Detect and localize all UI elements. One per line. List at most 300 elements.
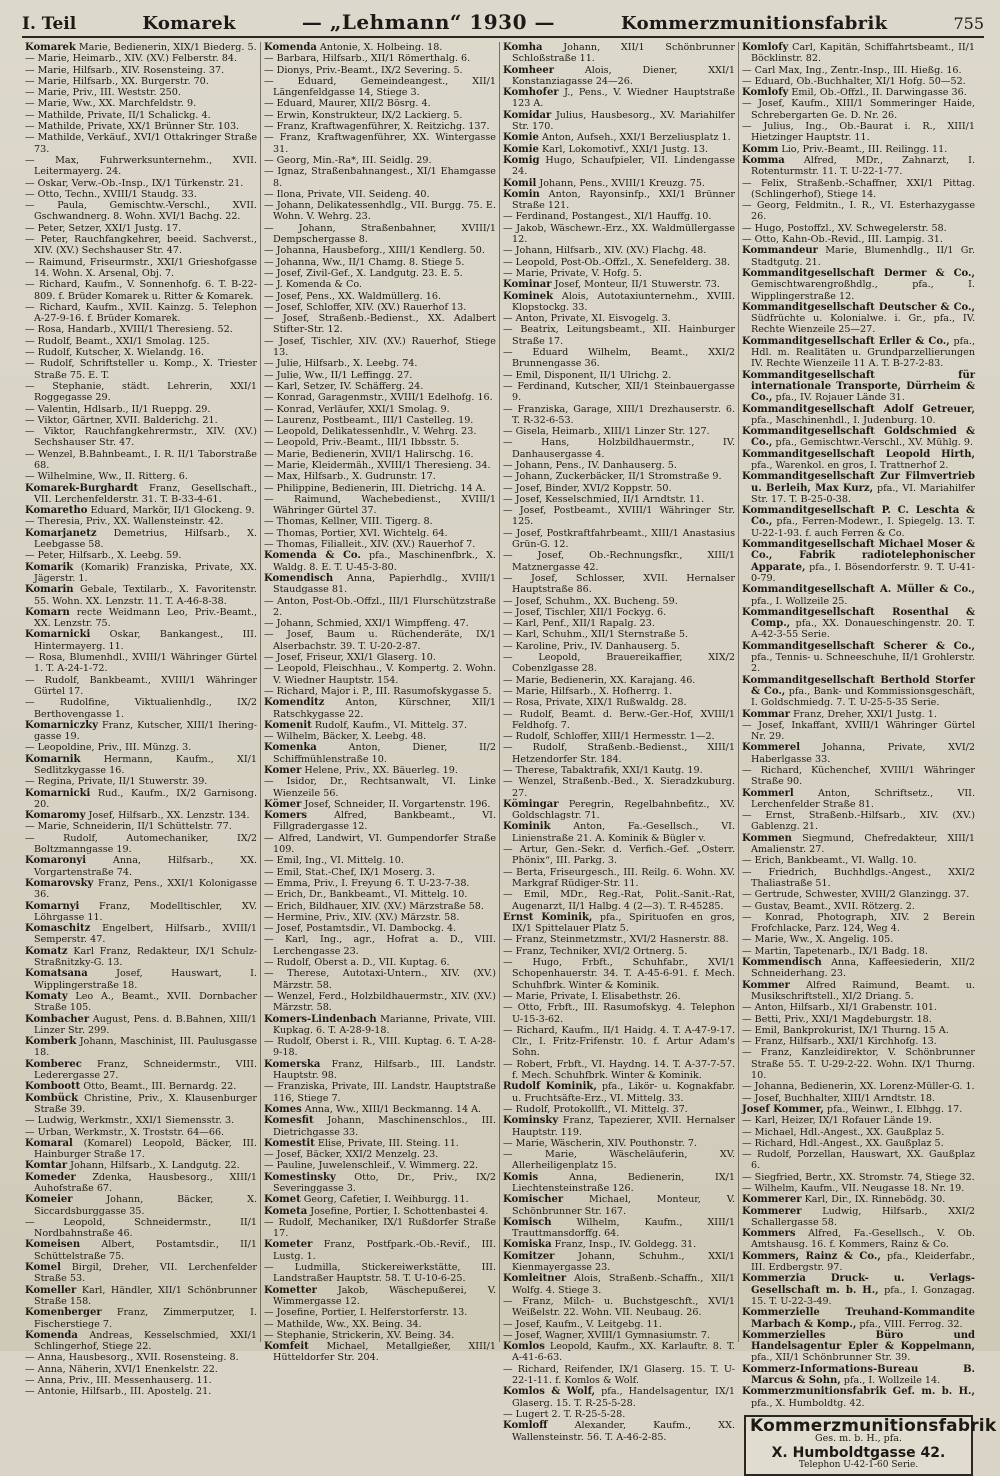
entry-details: — Thomas, Filialleit., XIV. (XV.) Rauerhof 7. xyxy=(264,539,476,551)
entry-surname: Kommanditgesellschaft Dermer & Co., xyxy=(742,267,975,279)
entry-surname: Kommanditgesellschaft Rosenthal & Comp., xyxy=(742,606,975,630)
directory-entry xyxy=(503,132,735,143)
directory-entry xyxy=(742,946,975,957)
entry-details: — Jakob, Wäschewr.-Erz., XX. Waldmüllergasse 12. xyxy=(503,222,735,246)
entry-details: Josef, Schneider, II. Vorgartenstr. 196. xyxy=(301,798,491,810)
entry-details: Anton, Fa.-Gesellsch., VI. Linienstraße 21. A. Kominik & Bügler v. xyxy=(512,821,735,844)
entry-details: Johann, Schuhm., XXI/1 Kienmayergasse 23. xyxy=(512,1250,735,1274)
entry-details: — Richard, Kaufm., II/1 Haidg. 4. T. A-47-9-17. Clr., I. Fritz-Frifenstr. 10. f. Artur Adam's Sohn. xyxy=(503,1024,735,1059)
directory-entry xyxy=(503,867,735,890)
directory-entry xyxy=(264,53,496,64)
entry-details: — Josef, Straßenb.-Bedienst., XX. Adalbert Stifter-Str. 12. xyxy=(264,313,496,336)
directory-entry xyxy=(264,923,496,934)
entry-details: (Komarel) Leopold, Bäcker, III. Hainburger Straße 17. xyxy=(34,1137,257,1161)
entry-details: — Leopoldine, Priv., III. Münzg. 3. xyxy=(25,742,192,754)
entry-surname: Komarek xyxy=(25,42,76,53)
entry-details: — Julius, Ing., Ob.-Baurat i. R., XIII/1 Hietzinger Hauptstr. 11. xyxy=(742,121,975,144)
directory-entry xyxy=(264,686,496,697)
directory-entry xyxy=(264,392,496,403)
directory-entry xyxy=(25,87,257,98)
entry-surname: Kommanditgesellschaft Berthold Storfer & Co., xyxy=(742,674,975,697)
entry-details: — Marie, Ww., XX. Marchfeldstr. 9. xyxy=(25,98,197,110)
directory-entry xyxy=(742,1115,975,1126)
entry-surname: Kommanditgesellschaft Leopold Hirth, xyxy=(742,448,975,460)
entry-details: Anton, Schriftsetz., VII. Lerchenfelder Straße 81. xyxy=(751,787,975,810)
entry-surname: Komesfit xyxy=(264,1115,314,1127)
directory-entry xyxy=(25,968,257,991)
entry-details: Christine, Priv., X. Klausenburger Straße 39. xyxy=(34,1092,257,1115)
entry-details: Franz, Schneidermstr., VIII. Lederergasse 27. xyxy=(34,1058,257,1082)
entry-details: Siegmund, Chefredakteur, XIII/1 Amalienstr. 27. xyxy=(751,832,975,856)
entry-details: Johann, Maschinenschlos., III. Dietrichgasse 33. xyxy=(273,1115,496,1138)
entry-surname: Rudolf Kominik, xyxy=(503,1081,597,1093)
entry-surname: Kommanditgesellschaft Zur Filmvertrieb u. Berleih, Max Kurz, xyxy=(742,471,975,494)
directory-entry xyxy=(25,550,257,561)
entry-surname: Kominek xyxy=(503,290,554,302)
entry-details: — Therese, Tabaktrafik, XXI/1 Kautg. 19. xyxy=(503,765,703,776)
entry-details: — Josef, Friseur, XXI/1 Glaserg. 10. xyxy=(264,652,436,664)
directory-entry xyxy=(264,121,496,132)
entry-details: — Josef, Kesselschmied, II/1 Arndtstr. 11. xyxy=(503,493,705,505)
entry-surname: Komarin xyxy=(25,584,74,596)
directory-entry xyxy=(503,324,735,347)
entry-details: — Ferdinand, Kutscher, XII/1 Steinbauergasse 9. xyxy=(503,380,735,404)
entry-details: — Rudolf, Porzellan, Hauswart, XX. Gaußplaz 6. xyxy=(742,1149,975,1172)
directory-entry xyxy=(25,336,257,347)
entry-details: — Josef, Bäcker, XXI/2 Menzelg. 23. xyxy=(264,1149,439,1161)
entry-details: Franz, Modelltischler, XV. Löhrgasse 11. xyxy=(34,900,257,923)
entry-details: — Richard, Major i. P., III. Rasumofskygasse 5. xyxy=(264,685,492,697)
directory-entry xyxy=(742,268,975,302)
directory-entry xyxy=(503,87,735,110)
entry-details: — Wenzel, Ferd., Holzbildhauermstr., XIV. (XV.) Märzstr. 58. xyxy=(264,990,496,1014)
directory-entry xyxy=(264,528,496,539)
directory-entry xyxy=(25,200,257,223)
directory-entry xyxy=(503,573,735,596)
directory-entry xyxy=(503,505,735,528)
directory-entry xyxy=(264,889,496,900)
directory-entry xyxy=(25,833,257,856)
directory-entry xyxy=(742,404,975,427)
entry-details: — Viktor, Rauchfangkehrermstr., XIV. (XV.) Sechshauser Str. 47. xyxy=(25,426,257,449)
entry-details: — Franz, Steinmetzmstr., XVI/2 Hasnerstr. 88. xyxy=(503,934,729,946)
entry-details: Johanna, Private, XVI/2 Haberlgasse 33. xyxy=(751,742,975,765)
entry-surname: Komha xyxy=(503,42,543,53)
entry-surname: Komaronyi xyxy=(25,855,87,867)
entry-surname: Komes xyxy=(264,1103,302,1115)
entry-details: — Richard, Küchenchef, XVIII/1 Währinger Straße 90. xyxy=(742,765,975,788)
directory-entry xyxy=(25,358,257,381)
directory-entry xyxy=(25,426,257,449)
directory-entry xyxy=(264,200,496,223)
entry-details: — Ignaz, Straßenbahnangest., XI/1 Ehamgasse 8. xyxy=(264,166,496,189)
entry-surname: Komberk xyxy=(25,1036,77,1048)
entry-details: — Rudolf, Mechaniker, IX/1 Rußdorfer Straße 17. xyxy=(264,1216,496,1240)
entry-details: Alfred, Fa.-Gesellsch., V. Ob. Amtshausg. 16. f. Kommers, Rainz & Co. xyxy=(751,1228,975,1251)
directory-entry xyxy=(503,370,735,381)
directory-entry xyxy=(25,155,257,178)
entry-details: — Konrad, Photograph, XIV. 2 Berein Frofchlacke, Parz. 124, Weg 4. xyxy=(742,911,975,935)
directory-entry xyxy=(25,1138,257,1161)
entry-details: — Urban, Werkmstr., X. Troststr. 64—66. xyxy=(25,1126,225,1138)
entry-details: Karl, Lokomotivf., XXI/1 Justg. 13. xyxy=(538,143,709,155)
entry-details: — Josef, Kaufm., XIII/1 Sommeringer Haide, Schrebergarten Ge. D. Nr. 26. xyxy=(742,98,975,121)
entry-surname: Kommar xyxy=(742,708,791,720)
entry-details: — Artur, Gen.-Sekr. d. Verfich.-Gef. „Osterr. Phönix“, III. Parkg. 3. xyxy=(503,844,735,867)
entry-details: — Josef, Schlosser, XVII. Hernalser Hauptstraße 86. xyxy=(503,572,735,596)
directory-entry xyxy=(25,1364,257,1375)
directory-entry xyxy=(264,471,496,482)
directory-entry xyxy=(742,178,975,201)
entry-surname: Komma xyxy=(742,154,785,166)
directory-entry xyxy=(25,1330,257,1353)
entry-details: — Josef, Inkaffant, XVIII/1 Währinger Gürtel Nr. 29. xyxy=(742,719,975,743)
entry-details: Gemischtwarengroßhdlg., pfa., I. Wipplingerstraße 12. xyxy=(751,279,975,302)
entry-details: — Wilhelm, Kaufm., VII. Neugasse 18. Nr. 19. xyxy=(742,1182,965,1194)
directory-entry xyxy=(503,460,735,471)
entry-surname: Komenberger xyxy=(25,1307,102,1319)
entry-details: — Carl Max, Ing., Zentr.-Insp., III. Hießg. 16. xyxy=(742,64,962,76)
directory-entry xyxy=(742,65,975,76)
directory-entry xyxy=(264,1149,496,1160)
entry-details: Anton, Diener, II/2 Schiffmühlenstraße 10. xyxy=(273,742,496,765)
directory-entry xyxy=(742,234,975,245)
entry-surname: Kombacher xyxy=(25,1013,90,1025)
entry-details: Otto, Beamt., III. Bernardg. 22. xyxy=(80,1081,237,1093)
entry-details: Marie, Bedienerin, XIX/1 Biederg. 5. xyxy=(75,42,257,53)
entry-details: Anna, Hilfsarb., XX. Vorgartenstraße 74. xyxy=(34,855,257,878)
entry-surname: Kommanditgesellschaft Michael Moser & Co., Fabrik radiotelephonischer Apparate, xyxy=(742,539,975,573)
entry-details: Franz, Postfpark.-Ob.-Revif., III. Lustg. 1. xyxy=(273,1239,496,1262)
directory-entry xyxy=(503,144,735,155)
directory-entry xyxy=(742,200,975,223)
directory-entry xyxy=(264,618,496,629)
entry-surname: Komis xyxy=(503,1171,539,1183)
directory-entry xyxy=(742,42,975,65)
directory-entry xyxy=(25,449,257,472)
last-keyword: Kommerzmunitionsfabrik xyxy=(621,13,888,34)
entry-details: — Marie, Hilfsarb., XX. Burgerstr. 70. xyxy=(25,75,209,87)
directory-entry xyxy=(503,1364,735,1387)
entry-surname: Komie xyxy=(503,143,539,155)
directory-entry xyxy=(742,1014,975,1025)
entry-details: Anton, Aufseh., XXI/1 Berzeliusplatz 1. xyxy=(538,132,731,144)
entry-details: Otto, Dr., Priv., IX/2 Severinggasse 3. xyxy=(273,1171,496,1194)
entry-details: Marie, Blumenhdlg., II/1 Gr. Stadtgutg. 21. xyxy=(751,245,975,268)
entry-surname: Kommendisch xyxy=(742,957,822,969)
entry-details: — Josef, Pens., XX. Waldmüllerg. 16. xyxy=(264,290,442,302)
directory-entry xyxy=(742,1251,975,1274)
directory-entry xyxy=(264,1172,496,1195)
entry-details: Gebale, Textilarb., X. Favoritenstr. 55. Wohn. XX. Lenzstr. 11. T. A-46-8-38. xyxy=(34,584,257,607)
entry-details: — Josef, Ob.-Rechnungsfkr., XIII/1 Matznergasse 42. xyxy=(503,550,735,573)
entry-details: — Otto, Kahn-Ob.-Revid., III. Lampig. 31. xyxy=(742,234,943,246)
entry-details: — Konrad, Verläufer, XXI/1 Smolag. 9. xyxy=(264,403,450,415)
directory-entry xyxy=(503,223,735,246)
directory-entry xyxy=(264,1160,496,1171)
directory-entry xyxy=(742,155,975,178)
directory-entry xyxy=(742,1025,975,1036)
directory-entry xyxy=(503,178,735,189)
directory-entry xyxy=(503,776,735,799)
entry-details: — Karl, Ing., agr., Hofrat a. D., VIII. Lerchengasse 23. xyxy=(264,934,496,957)
directory-entry xyxy=(503,1104,735,1115)
entry-details: Michael, Metallgießer, XIII/1 Hütteldorfer Str. 204. xyxy=(273,1341,496,1364)
entry-details: — Emma, Priv., I. Freyung 6. T. U-23-7-38. xyxy=(264,877,470,889)
entry-surname: Komeller xyxy=(25,1284,77,1296)
directory-entry xyxy=(503,1115,735,1138)
entry-details: Josef, Hauswart, I. Wipplingerstraße 18. xyxy=(34,968,257,991)
directory-entry xyxy=(25,946,257,969)
entry-details: — Erich, Bankbeamt., VI. Wallg. 10. xyxy=(742,855,917,867)
directory-entry xyxy=(503,697,735,708)
directory-entry xyxy=(25,991,257,1014)
directory-entry xyxy=(25,901,257,924)
entry-details: — Franz, Milch- u. Buchstgeschft., XVI/1 Weißelstr. 22. Wohn. VII. Neubaug. 26. xyxy=(503,1295,735,1319)
directory-entry xyxy=(742,607,975,641)
ad-address: X. Humboldtgasse 42. xyxy=(771,1444,946,1461)
entry-surname: Komarniczky xyxy=(25,719,99,731)
entry-details: — Leopold, Brauereikaffier, XIX/2 Cobenzlgasse 28. xyxy=(503,652,735,675)
directory-entry xyxy=(25,720,257,743)
entry-surname: Kommanditgesellschaft A. Müller & Co., xyxy=(742,584,975,596)
directory-entry xyxy=(503,957,735,991)
entry-details: — Thomas, Kellner, VIII. Tigerg. 8. xyxy=(264,516,433,528)
entry-details: — Josef, Schuhm., XX. Bucheng. 59. xyxy=(503,595,678,607)
entry-surname: Kometter xyxy=(264,1284,317,1296)
entry-details: Andreas, Kesselschmied, XXI/1 Schlingerhof, Stiege 22. xyxy=(34,1329,257,1353)
directory-entry xyxy=(742,675,975,709)
entry-details: — Wilhelm, Bäcker, X. Leebg. 48. xyxy=(264,731,427,743)
entry-surname: Komlos & Wolf, xyxy=(503,1386,596,1398)
directory-entry xyxy=(264,166,496,189)
entry-details: — Julie, Hilfsarb., X. Leebg. 74. xyxy=(264,358,418,370)
directory-entry xyxy=(742,889,975,900)
entry-details: — Franz, Kraftwagenführer, XX. Wintergasse 31. xyxy=(264,132,496,155)
entry-surname: Kommer xyxy=(742,979,790,991)
entry-surname: Kometa xyxy=(264,1205,308,1217)
entry-details: Karl Franz, Redakteur, IX/1 Schulz-Straßnitzky-G. 13. xyxy=(34,945,257,969)
entry-details: pfa., I. Wollzeile 25. xyxy=(751,595,848,607)
entry-surname: Ernst Kominik, xyxy=(503,911,593,923)
directory-entry xyxy=(264,573,496,596)
directory-entry xyxy=(503,347,735,370)
entry-details: — Stephanie, städt. Lehrerin, XXI/1 Roggegasse 29. xyxy=(25,380,257,404)
entry-details: Alois, Straßenb.-Schaffn., XII/1 Wolfg. 4. Stiege 3. xyxy=(512,1273,735,1296)
directory-entry xyxy=(503,742,735,765)
directory-entry xyxy=(264,991,496,1014)
entry-details: Carl, Kapitän, Schiffahrtsbeamt., II/1 Böcklinstr. 82. xyxy=(751,42,975,65)
entry-details: Alfred Raimund, Beamt. u. Musikschriftstell., XI/2 Driang. 5. xyxy=(751,979,975,1002)
directory-entry xyxy=(742,336,975,370)
entry-details: — Franziska, Private, III. Landstr. Hauptstraße 116, Stiege 7. xyxy=(264,1081,496,1104)
entry-details: Hermann, Kaufm., XI/1 Sedlitzkygasse 16. xyxy=(34,753,257,776)
entry-details: pfa., I. Gonzagag. 15. T. U-22-3-49. xyxy=(751,1284,975,1307)
entry-details: — Karl, Setzer, IV. Schäfferg. 24. xyxy=(264,380,424,392)
directory-entry xyxy=(264,1194,496,1205)
entry-details: pfa., IV. Rojauer Lände 31. xyxy=(772,392,905,404)
directory-entry xyxy=(742,1081,975,1092)
directory-entry xyxy=(503,607,735,618)
directory-entry xyxy=(264,1341,496,1364)
entry-details: — Mathilde, Ww., XX. Being. 34. xyxy=(264,1318,422,1330)
entry-surname: Komheer xyxy=(503,64,554,76)
directory-entry xyxy=(503,313,735,324)
entry-surname: Komleitner xyxy=(503,1273,567,1285)
entry-details: Alfred, Bankbeamt., VI. Fillgradergasse 12. xyxy=(273,810,496,833)
directory-entry xyxy=(264,279,496,290)
entry-details: J., Pens., V. Wiedner Hauptstraße 123 A. xyxy=(512,87,735,110)
directory-entry xyxy=(503,765,735,776)
entry-details: Julius, Hausbesorg., XV. Mariahilfer Str. 170. xyxy=(512,109,735,133)
directory-entry xyxy=(264,720,496,731)
entry-surname: Komendisch xyxy=(264,572,334,584)
directory-entry xyxy=(25,1172,257,1195)
directory-entry xyxy=(742,742,975,765)
entry-details: — Marie, Private, I. Elisabethstr. 26. xyxy=(503,990,681,1002)
entry-details: Zdenka, Hausbesorg., XIII/1 Auhofstraße 67. xyxy=(34,1171,257,1194)
directory-entry xyxy=(503,1025,735,1059)
entry-details: Leopold, Kaufm., XX. Karlauftr. 8. T. A-41-6-63. xyxy=(512,1341,735,1364)
entry-surname: Kommerel xyxy=(742,742,801,754)
directory-entry xyxy=(742,471,975,505)
directory-entry xyxy=(503,1059,735,1082)
directory-entry xyxy=(264,934,496,957)
entry-details: Wilhelm, Kaufm., XIII/1 Trauttmansdorffg. 64. xyxy=(512,1216,735,1240)
entry-details: — Karl, Heizer, IX/1 Rofauer Lände 19. xyxy=(742,1115,932,1127)
directory-entry xyxy=(264,98,496,109)
directory-entry xyxy=(25,110,257,121)
directory-entry xyxy=(503,1330,735,1341)
entry-surname: Kommanditgesellschaft Goldschmied & Co., xyxy=(742,426,975,449)
advertisement-box xyxy=(744,1415,997,1476)
entry-details: Peregrin, Regelbahnbefitz., XV. Goldschlagstr. 71. xyxy=(512,798,735,822)
entry-details: — Hugo, Frbft., Schuhfabr., XVI/1 Schopenhauerstr. 34. T. A-45-6-91. f. Mech. Schuhfbrk. Winter & Kominik. xyxy=(503,957,735,991)
entry-details: pfa., Bank- und Kommissionsgeschäft, I. Goldschmiedg. 7. T. U-25-5-35 Serie. xyxy=(751,685,975,709)
entry-details: — Johann, Delikatessenhdlg., VII. Burgg. 75. E. Wohn. V. Wehrg. 23. xyxy=(264,200,496,223)
entry-surname: Komeisen xyxy=(25,1239,81,1251)
directory-entry xyxy=(503,494,735,505)
directory-entry xyxy=(503,709,735,732)
entry-surname: Komin xyxy=(503,188,540,200)
directory-entry xyxy=(503,1081,735,1104)
entry-details: Hugo, Schaufpieler, VII. Lindengasse 24. xyxy=(512,154,735,178)
directory-entry xyxy=(503,268,735,279)
directory-entry xyxy=(25,347,257,358)
directory-entry xyxy=(264,1217,496,1240)
directory-entry xyxy=(25,1115,257,1126)
entry-details: — Rudolf, Protokollft., VI. Mittelg. 37. xyxy=(503,1103,688,1115)
directory-entry xyxy=(25,223,257,234)
entry-details: — Wenzel, Straßenb.-Bed., X. Sieradzkuburg. 27. xyxy=(503,776,735,799)
entry-surname: Komarnik xyxy=(25,753,81,765)
directory-entry xyxy=(25,562,257,585)
entry-details: Anton, Rayonsinfp., XXI/1 Brünner Straße 121. xyxy=(512,188,735,212)
directory-entry xyxy=(503,1409,735,1420)
entry-details: — Marie, Ww., X. Angelig. 105. xyxy=(742,934,894,946)
directory-entry xyxy=(503,1194,735,1217)
entry-surname: Kommers, Rainz & Co., xyxy=(742,1250,881,1262)
entry-details: — Johanna, Ww., II/1 Chamg. 8. Stiege 5. xyxy=(264,256,465,268)
directory-entry xyxy=(503,1002,735,1025)
directory-entry xyxy=(264,1059,496,1082)
entry-details: Anna, Kaffeesiederin, XII/2 Schneiderhang. 23. xyxy=(751,957,975,980)
directory-entry xyxy=(25,607,257,630)
entry-details: — Peter, Rauchfangkehrer, beeid. Sachverst., XIV. (XV.) Sechshauser Str. 47. xyxy=(25,234,257,257)
directory-entry xyxy=(25,189,257,200)
directory-entry xyxy=(264,1138,496,1149)
directory-entry xyxy=(264,426,496,437)
entry-details: Johann, Hilfsarb., X. Landgutg. 22. xyxy=(67,1160,240,1172)
directory-entry xyxy=(503,471,735,482)
entry-details: pfa., Hdl. m. Realitäten u. Grundparzellierungen IV. Rechte Wienzeile 11 A. T. B-27-2-83. xyxy=(751,335,975,370)
entry-details: — Marie, Private, V. Hofg. 5. xyxy=(503,267,642,279)
column-2 xyxy=(261,42,500,1364)
entry-details: Franz, Zimmerputzer, I. Fischerstiege 7. xyxy=(34,1307,257,1330)
entry-details: — Rudolfine, Viktualienhdlg., IX/2 Berthovengasse 1. xyxy=(25,697,257,720)
entry-details: — Barbara, Hilfsarb., XII/1 Römerthalg. 6. xyxy=(264,53,471,65)
entry-surname: Kommanditgesellschaft für internationale Transporte, Dürrheim & Co., xyxy=(742,369,975,404)
entry-details: — Josef, Postkraftfahrbeamt., XIII/1 Anastasius Grün-G. 12. xyxy=(503,527,735,551)
entry-surname: Kommanditgesellschaft Adolf Getreuer, xyxy=(742,403,975,415)
directory-entry xyxy=(264,731,496,742)
entry-details: — Ludmilla, Stickereiwerkstätte, III. Landstraßer Hauptstr. 58. T. U-10-6-25. xyxy=(264,1262,496,1285)
directory-entry xyxy=(742,641,975,675)
entry-details: — Josef, Wagner, XVIII/1 Gymnasiumstr. 7. xyxy=(503,1329,710,1341)
entry-details: Birgil, Dreher, VII. Lerchenfelder Straße 53. xyxy=(34,1262,257,1285)
entry-details: — Josef, Tischler, XIV. (XV.) Rauerhof, Stiege 13. xyxy=(264,335,496,359)
entry-details: — Erich, Dr., Bankbeamt., VI. Mittelg. 10. xyxy=(264,889,468,901)
directory-entry xyxy=(742,539,975,584)
directory-entry xyxy=(742,370,975,404)
entry-details: Marianne, Private, VIII. Kupkag. 6. T. A-28-9-18. xyxy=(273,1013,496,1036)
columns xyxy=(22,42,997,1470)
directory-entry xyxy=(742,957,975,980)
directory-entry xyxy=(503,1296,735,1319)
entry-details: Georg, Cafetier, I. Weihburgg. 11. xyxy=(300,1194,469,1206)
entry-surname: Komaretho xyxy=(25,505,88,517)
entry-details: — Marie, Bedienerin, XX. Karajang. 46. xyxy=(503,674,696,686)
entry-details: — Raimund, Wachebedienst., XVIII/1 Währinger Gürtel 37. xyxy=(264,493,496,517)
directory-entry xyxy=(742,98,975,121)
entry-details: — Michael, Hdl.-Angest., XX. Gaußplaz 5. xyxy=(742,1126,945,1138)
entry-surname: Kommerzia Druck- u. Verlags-Gesellschaft m. b. H., xyxy=(742,1273,975,1296)
entry-details: Südfrüchte u. Kolonialwe. i. Gr., pfa., IV. Rechte Wienzeile 25—27. xyxy=(751,313,975,336)
directory-entry xyxy=(25,855,257,878)
directory-entry xyxy=(25,324,257,335)
directory-entry xyxy=(742,1172,975,1183)
page-number: 755 xyxy=(953,14,984,33)
entry-details: Emil, Ob.-Offzl., II. Darwingasse 36. xyxy=(788,87,967,99)
entry-details: — Oskar, Verw.-Ob.-Insp., IX/1 Türkenstr. 21. xyxy=(25,177,244,189)
directory-entry xyxy=(25,1059,257,1082)
directory-entry xyxy=(503,596,735,607)
entry-details: — Ilona, Private, VII. Seideng. 40. xyxy=(264,188,430,200)
entry-surname: Komloff xyxy=(503,1420,548,1432)
entry-details: — Erwin, Konstrukteur, IX/2 Lackierg. 5. xyxy=(264,109,463,121)
directory-entry xyxy=(503,1217,735,1240)
entry-details: — Karoline, Priv., IV. Danhauserg. 5. xyxy=(503,640,680,652)
entry-details: — Josef, Postamtsdir., VI. Dambockg. 4. xyxy=(264,923,457,935)
entry-details: — Richard, Kaufm., V. Sonnenhofg. 6. T. B-22-809. f. Brüder Komarek u. Ritter & Komarek. xyxy=(25,279,257,302)
entry-details: — Marie, Bedienerin, XVII/1 Halirschg. 16. xyxy=(264,448,474,460)
entry-details: — Rudolf, Oberst a. D., VII. Kuptag. 6. xyxy=(264,957,450,969)
entry-surname: Komenda xyxy=(25,1329,78,1341)
directory-entry xyxy=(264,1319,496,1330)
entry-details: — Josef, Kaufm., V. Leitgebg. 11. xyxy=(503,1318,662,1330)
directory-entry xyxy=(25,1036,257,1059)
entry-details: — Josef, Buchhalter, XIII/1 Arndtstr. 18. xyxy=(742,1092,936,1104)
